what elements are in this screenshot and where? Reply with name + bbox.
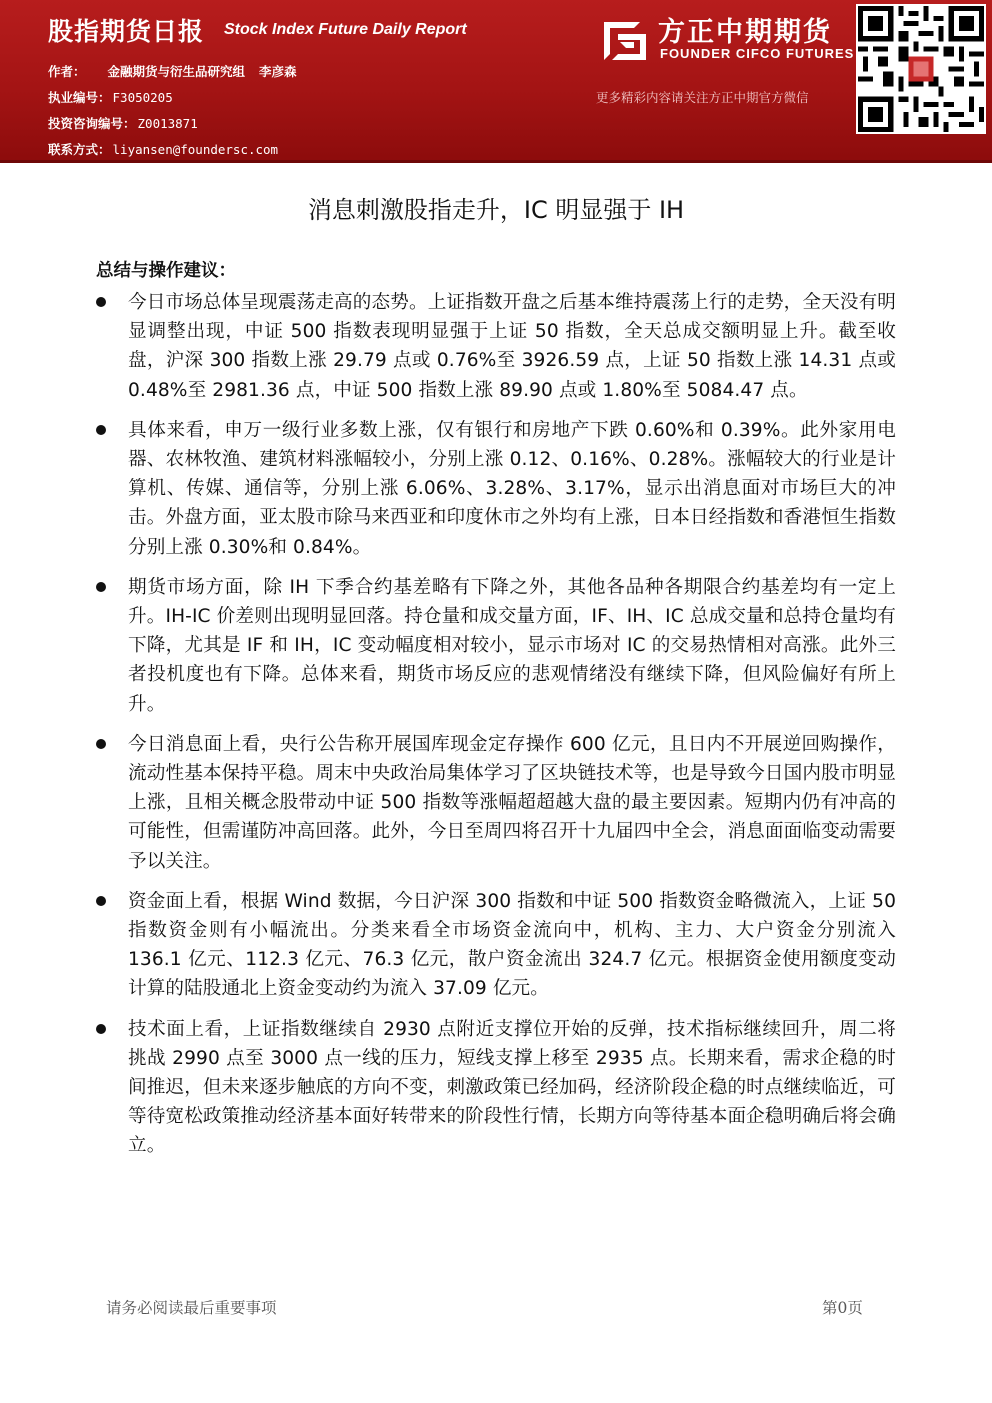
bullet-icon [96,1024,106,1034]
follow-wechat-text: 更多精彩内容请关注方正中期官方微信 [596,90,809,105]
page-number: 第0页 [822,1299,863,1317]
qr-code-icon[interactable] [856,4,986,134]
bullet-icon [96,739,106,749]
company-logo-text: 方正中期期货 [658,17,832,48]
author-org: 金融期货与衍生品研究组 [107,64,246,79]
summary-list [96,288,896,1172]
author-name: 李彦森 [259,64,297,79]
author-label: 作者： [48,64,86,79]
bullet-icon [96,297,106,307]
list-item [96,573,896,719]
list-item [96,1015,896,1161]
bullet-icon [96,582,106,592]
list-item [96,416,896,562]
section-heading: 总结与操作建议： [96,261,236,281]
footer-notice: 请务必阅读最后重要事项 [106,1299,277,1317]
license-value: F3050205 [112,90,173,105]
license-label: 执业编号： [48,90,111,105]
paragraph-news: 今日消息面上看，央行公告称开展国库现金定存操作 600 亿元，且日内不开展逆回购操作，流动性基本保持平稳。周末中央政治局集体学习了区块链技术等，也是导致今日国内股市明显上涨，且相关概念股带动中证 500 指数等涨幅超超越大盘的最主要因素。短期内仍有冲高的可能性，但需谨防冲高回落。此外，今日至周四将召开十九届四中全会，消息面面临变动需要予以关注。 [128,733,896,872]
license-line [48,88,173,106]
report-title: 股指期货日报 [48,17,205,46]
company-logo-english: FOUNDER CIFCO FUTURES [660,46,855,61]
bullet-icon [96,896,106,906]
paragraph-technical: 技术面上看，上证指数继续自 2930 点附近支撑位开始的反弹，技术指标继续回升，周二将挑战 2990 点至 3000 点一线的压力，短线支撑上移至 2935 点。长期来看，需求企稳的时间推迟，但未来逐步触底的方向不变，刺激政策已经加码，经济阶段企稳的时点继续临近，可等待宽松政策推动经济基本面好转带来的阶段性行情，长期方向等待基本面企稳明确后将会确立。 [128,1018,896,1157]
paragraph-futures: 期货市场方面，除 IH 下季合约基差略有下降之外，其他各品种各期限合约基差均有一定上升。IH-IC 价差则出现明显回落。持仓量和成交量方面，IF、IH、IC 总成交量和总持仓量均有下降，尤其是 IF 和 IH，IC 变动幅度相对较小，显示市场对 IC 的交易热情相对高涨。此外三者投机度也有下降。总体来看，期货市场反应的悲观情绪没有继续下降，但风险偏好有所上升。 [128,576,896,715]
founder-logo-icon [600,14,650,60]
advisory-value: Z0013871 [137,116,198,131]
report-subtitle: Stock Index Future Daily Report [224,21,467,38]
advisory-line [48,114,198,132]
paragraph-market-overview: 今日市场总体呈现震荡走高的态势。上证指数开盘之后基本维持震荡上行的走势，全天没有明显调整出现，中证 500 指数表现明显强于上证 50 指数，全天总成交额明显上升。截至收盘，沪深 300 指数上涨 29.79 点或 0.76%至 3926.59 点，上证 50 指数上涨 14.31 点或 0.48%至 2981.36 点，中证 500 指数上涨 89.90 点或 1.80%至 5084.47 点。 [128,292,896,401]
report-header [0,0,992,163]
contact-line [48,140,278,158]
bullet-icon [96,425,106,435]
contact-email[interactable]: liyansen@foundersc.com [112,142,279,157]
list-item [96,887,896,1004]
paragraph-capital-flow: 资金面上看，根据 Wind 数据，今日沪深 300 指数和中证 500 指数资金略微流入，上证 50 指数资金则有小幅流出。分类来看全市场资金流向中，机构、主力、大户资金分别流入 136.1 亿元、112.3 亿元、76.3 亿元，散户资金流出 324.7 亿元。根据资金使用额度变动计算的陆股通北上资金变动约为流入 37.09 亿元。 [128,890,896,1000]
list-item [96,288,896,405]
author-line [48,62,297,80]
advisory-label: 投资咨询编号： [48,116,136,131]
paragraph-industry: 具体来看，申万一级行业多数上涨，仅有银行和房地产下跌 0.60%和 0.39%。此外家用电器、农林牧渔、建筑材料涨幅较小，分别上涨 0.12、0.16%、0.28%。涨幅较大的行业是计算机、传媒、通信等，分别上涨 6.06%、3.28%、3.17%，显示出消息面对市场巨大的冲击。外盘方面，亚太股市除马来西亚和印度休市之外均有上涨，日本日经指数和香港恒生指数分别上涨 0.30%和 0.84%。 [128,419,896,558]
list-item [96,730,896,876]
document-title: 消息刺激股指走升，IC 明显强于 IH [307,196,685,224]
contact-label: 联系方式： [48,142,111,157]
